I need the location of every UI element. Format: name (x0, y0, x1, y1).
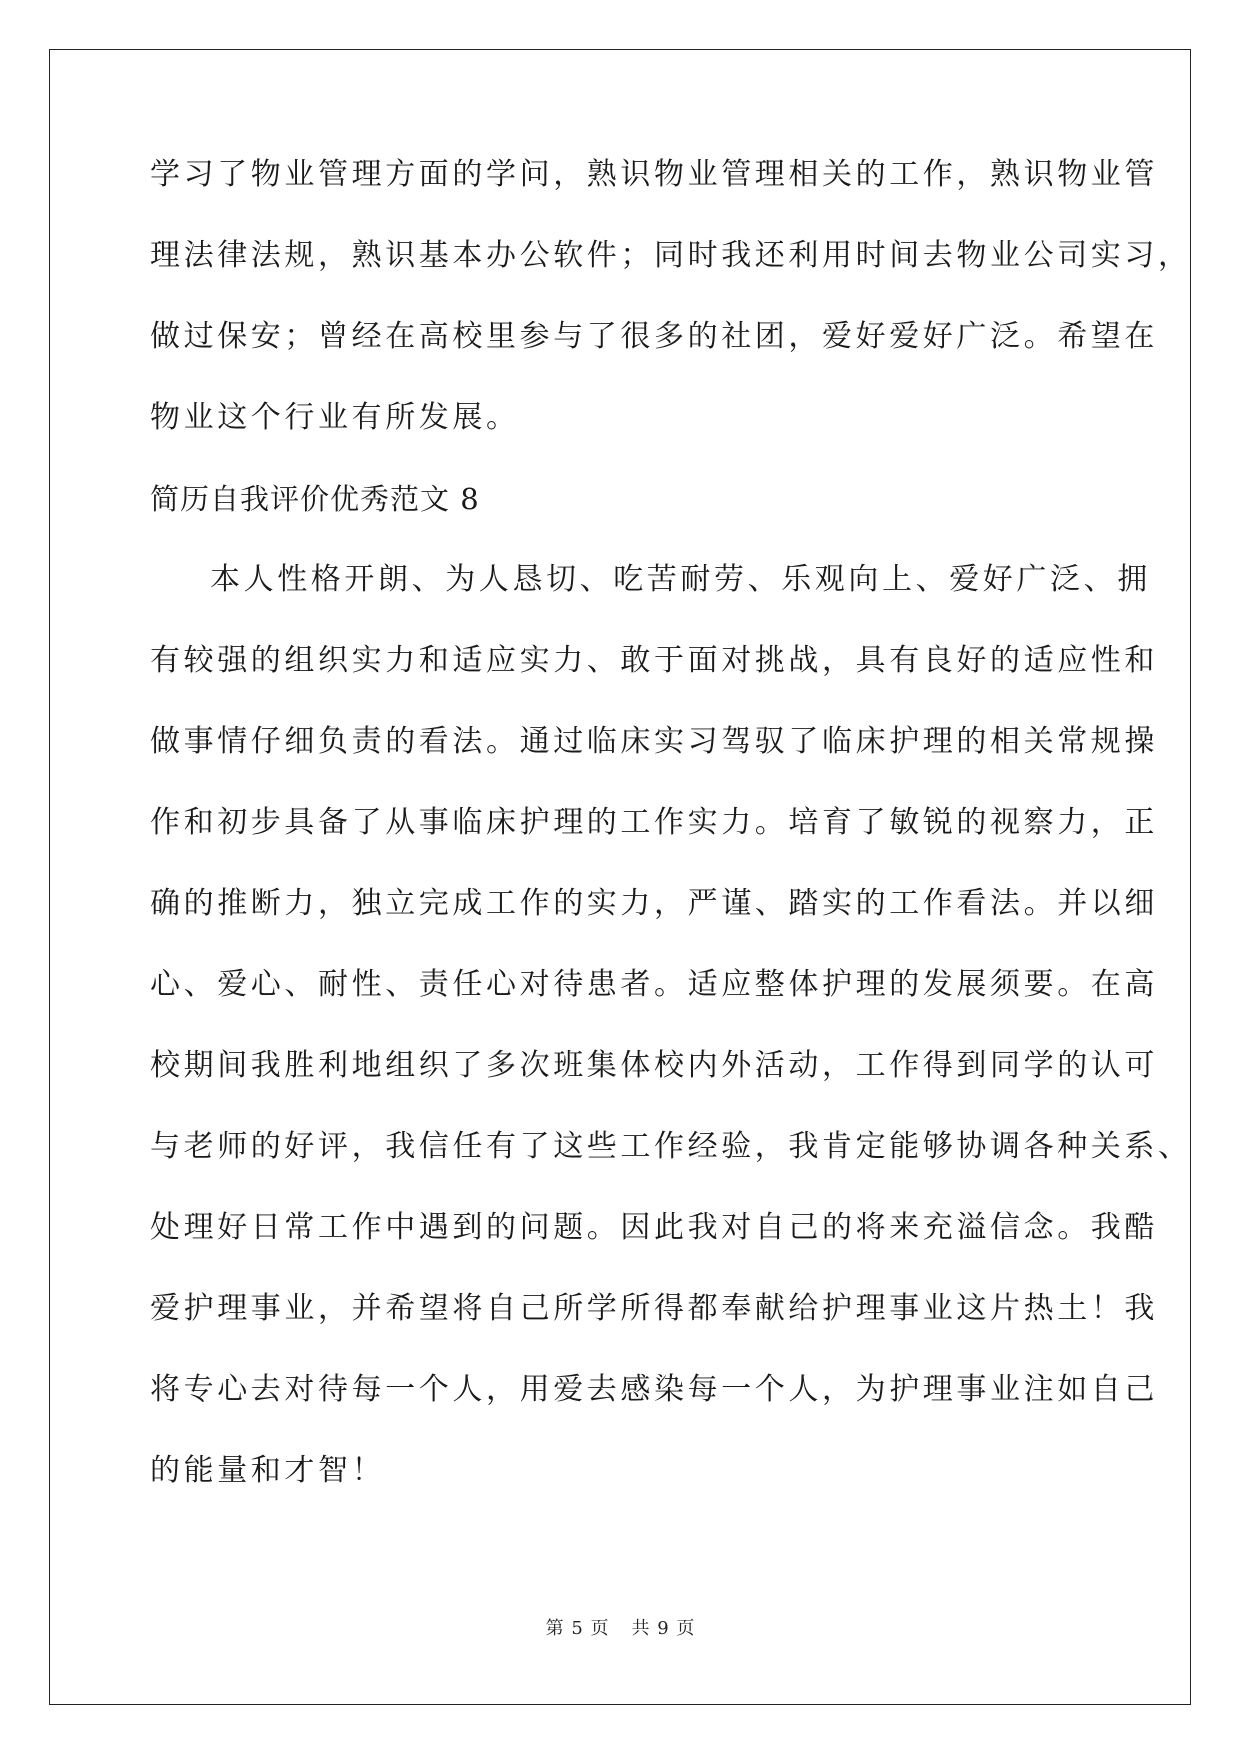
total-pages-label: 共 9 页 (631, 1618, 696, 1639)
page-footer (0, 1614, 1241, 1640)
text-line: 做过保安；曾经在高校里参与了很多的社团，爱好爱好广泛。希望在 (150, 319, 1158, 354)
text-line: 物业这个行业有所发展。 (150, 400, 520, 435)
text-line: 将专心去对待每一个人，用爱去感染每一个人，为护理事业注如自己 (150, 1372, 1158, 1407)
text-line: 校期间我胜利地组织了多次班集体校内外活动，工作得到同学的认可 (150, 1048, 1158, 1083)
text-line: 作和初步具备了从事临床护理的工作实力。培育了敏锐的视察力，正 (150, 805, 1158, 840)
current-page-label: 第 5 页 (545, 1618, 610, 1639)
text-line: 做事情仔细负责的看法。通过临床实习驾驭了临床护理的相关常规操 (150, 724, 1158, 759)
main-paragraph (150, 562, 1192, 1537)
text-line: 有较强的组织实力和适应实力、敢于面对挑战，具有良好的适应性和 (150, 643, 1158, 678)
text-line: 学习了物业管理方面的学问，熟识物业管理相关的工作，熟识物业管 (150, 157, 1158, 192)
text-line: 确的推断力，独立完成工作的实力，严谨、踏实的工作看法。并以细 (150, 886, 1158, 921)
text-line: 与老师的好评，我信任有了这些工作经验，我肯定能够协调各种关系、 (150, 1129, 1192, 1164)
text-line: 心、爱心、耐性、责任心对待患者。适应整体护理的发展须要。在高 (150, 967, 1158, 1002)
text-line: 的能量和才智！ (150, 1453, 386, 1488)
document-body (150, 157, 1192, 1537)
text-line: 处理好日常工作中遇到的问题。因此我对自己的将来充溢信念。我酷 (150, 1210, 1158, 1245)
text-line: 理法律法规，熟识基本办公软件；同时我还利用时间去物业公司实习， (150, 238, 1192, 273)
intro-paragraph (150, 157, 1192, 484)
text-line: 爱护理事业，并希望将自己所学所得都奉献给护理事业这片热土！我 (150, 1291, 1158, 1326)
section-heading: 简历自我评价优秀范文 8 (150, 482, 480, 516)
text-line: 本人性格开朗、为人恳切、吃苦耐劳、乐观向上、爱好广泛、拥 (210, 562, 1151, 597)
